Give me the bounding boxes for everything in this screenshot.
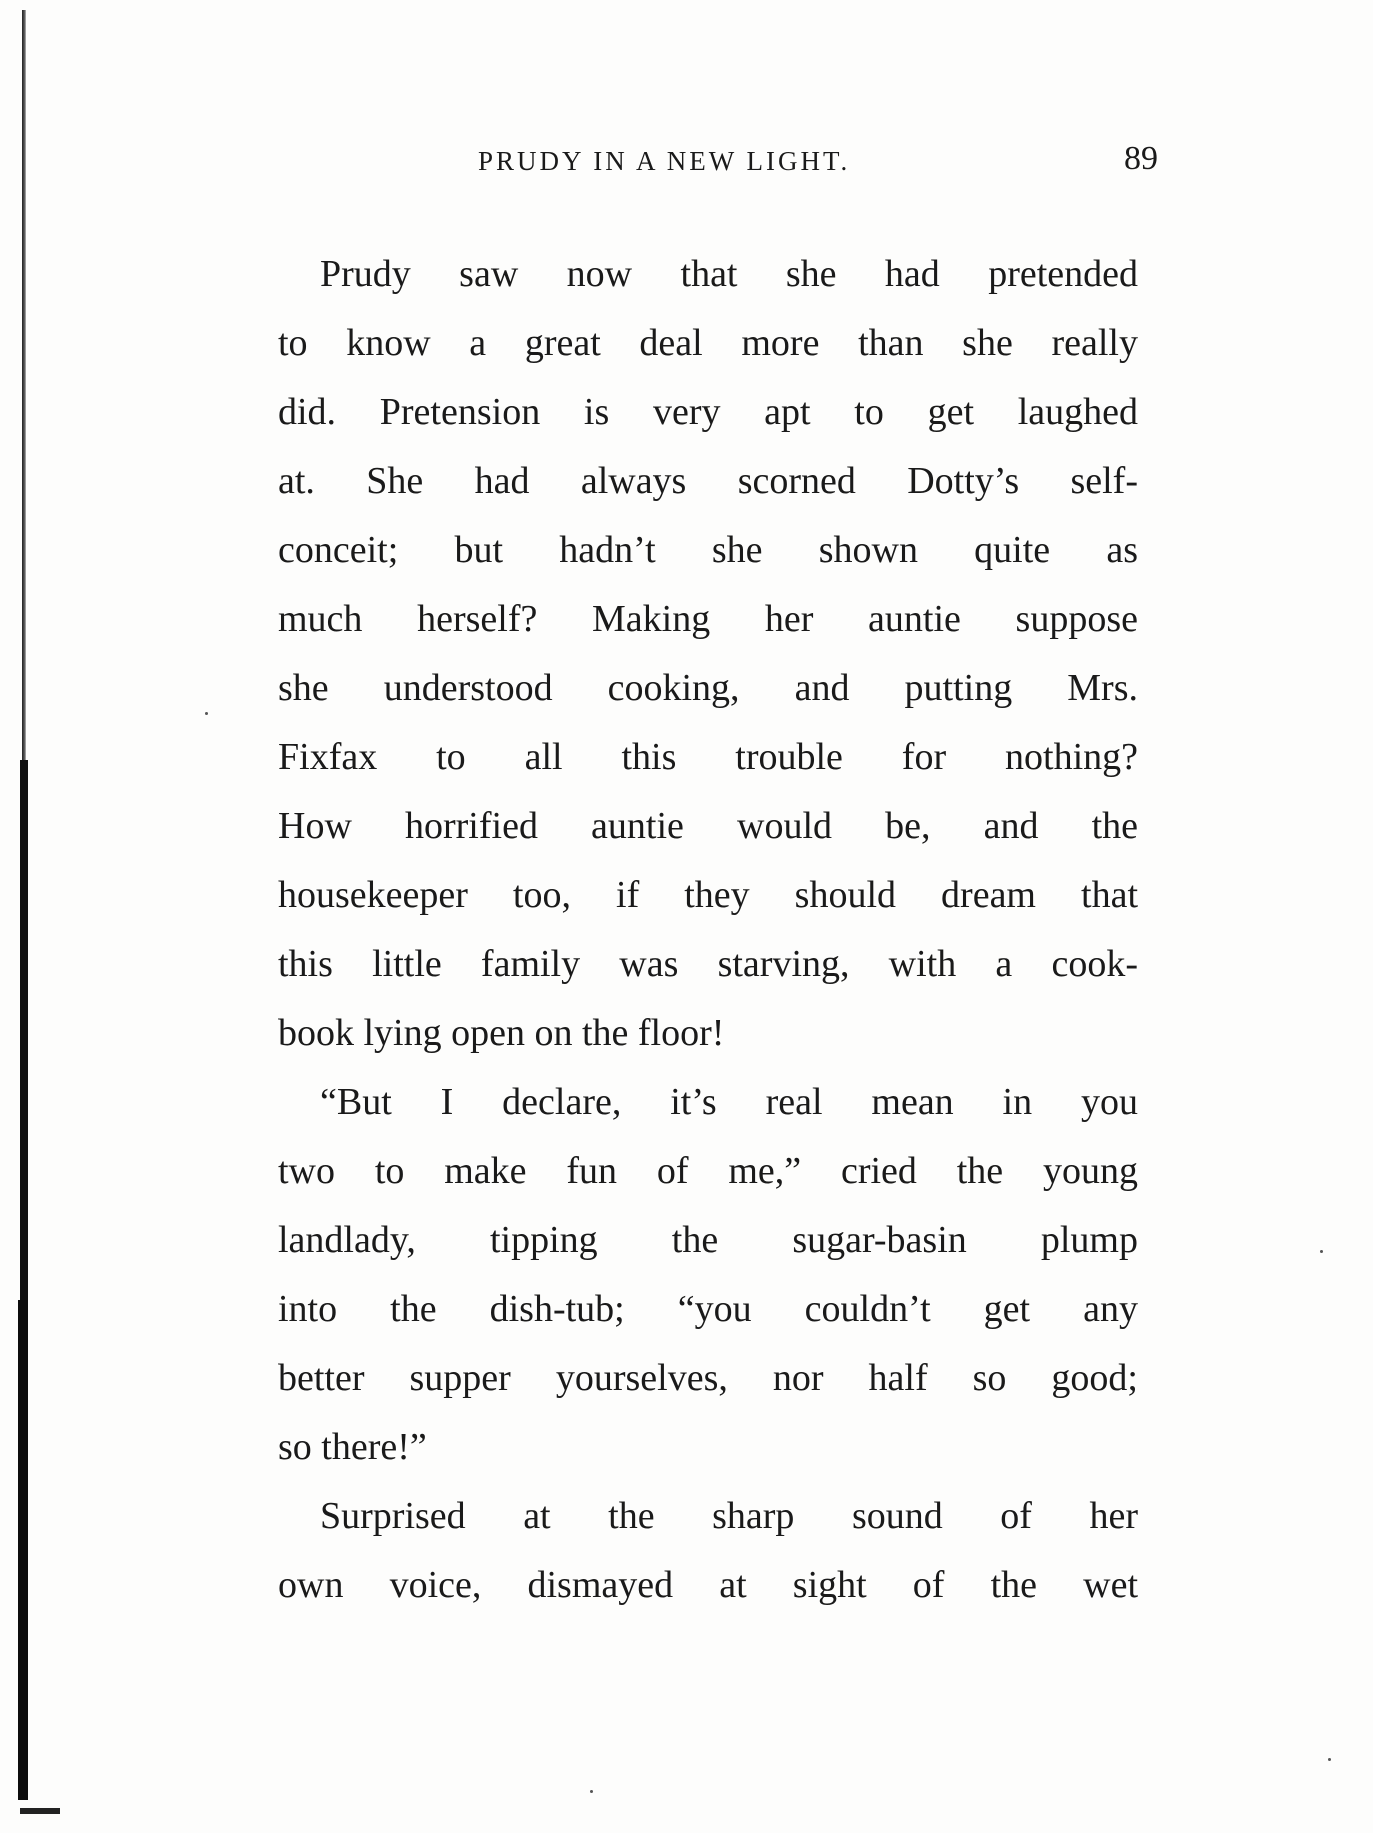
text-line: Fixfax to all this trouble for nothing? (278, 736, 1138, 778)
text-line: much herself? Making her auntie suppose (278, 598, 1138, 640)
binding-shadow-lower (18, 1300, 28, 1800)
text-line: this little family was starving, with a cook- (278, 943, 1138, 985)
text-line: landlady, tipping the sugar-basin plump (278, 1219, 1138, 1261)
scan-speck (1328, 1758, 1331, 1761)
text-line: into the dish-tub; “you couldn’t get any (278, 1288, 1138, 1330)
text-line: she understood cooking, and putting Mrs. (278, 667, 1138, 709)
text-line: better supper yourselves, nor half so good; (278, 1357, 1138, 1399)
text-line: at. She had always scorned Dotty’s self- (278, 460, 1138, 502)
text-line: Surprised at the sharp sound of her (320, 1495, 1138, 1537)
page-number: 89 (1124, 140, 1158, 177)
scan-speck (1320, 1250, 1323, 1253)
text-line: own voice, dismayed at sight of the wet (278, 1564, 1138, 1606)
text-line: to know a great deal more than she really (278, 322, 1138, 364)
text-line: Prudy saw now that she had pretended (320, 253, 1138, 295)
text-body (278, 240, 1138, 1620)
text-line: so there!” (278, 1426, 427, 1468)
running-title: PRUDY IN A NEW LIGHT. (478, 146, 851, 176)
text-line: book lying open on the floor! (278, 1012, 725, 1054)
scan-speck (205, 712, 208, 715)
scan-speck (590, 1790, 593, 1793)
text-line: did. Pretension is very apt to get laughed (278, 391, 1138, 433)
text-line: “But I declare, it’s real mean in you (320, 1081, 1138, 1123)
text-line: conceit; but hadn’t she shown quite as (278, 529, 1138, 571)
running-head (278, 140, 1158, 190)
text-line: housekeeper too, if they should dream that (278, 874, 1138, 916)
text-line: How horrified auntie would be, and the (278, 805, 1138, 847)
text-line: two to make fun of me,” cried the young (278, 1150, 1138, 1192)
binding-foot-mark (20, 1808, 60, 1814)
